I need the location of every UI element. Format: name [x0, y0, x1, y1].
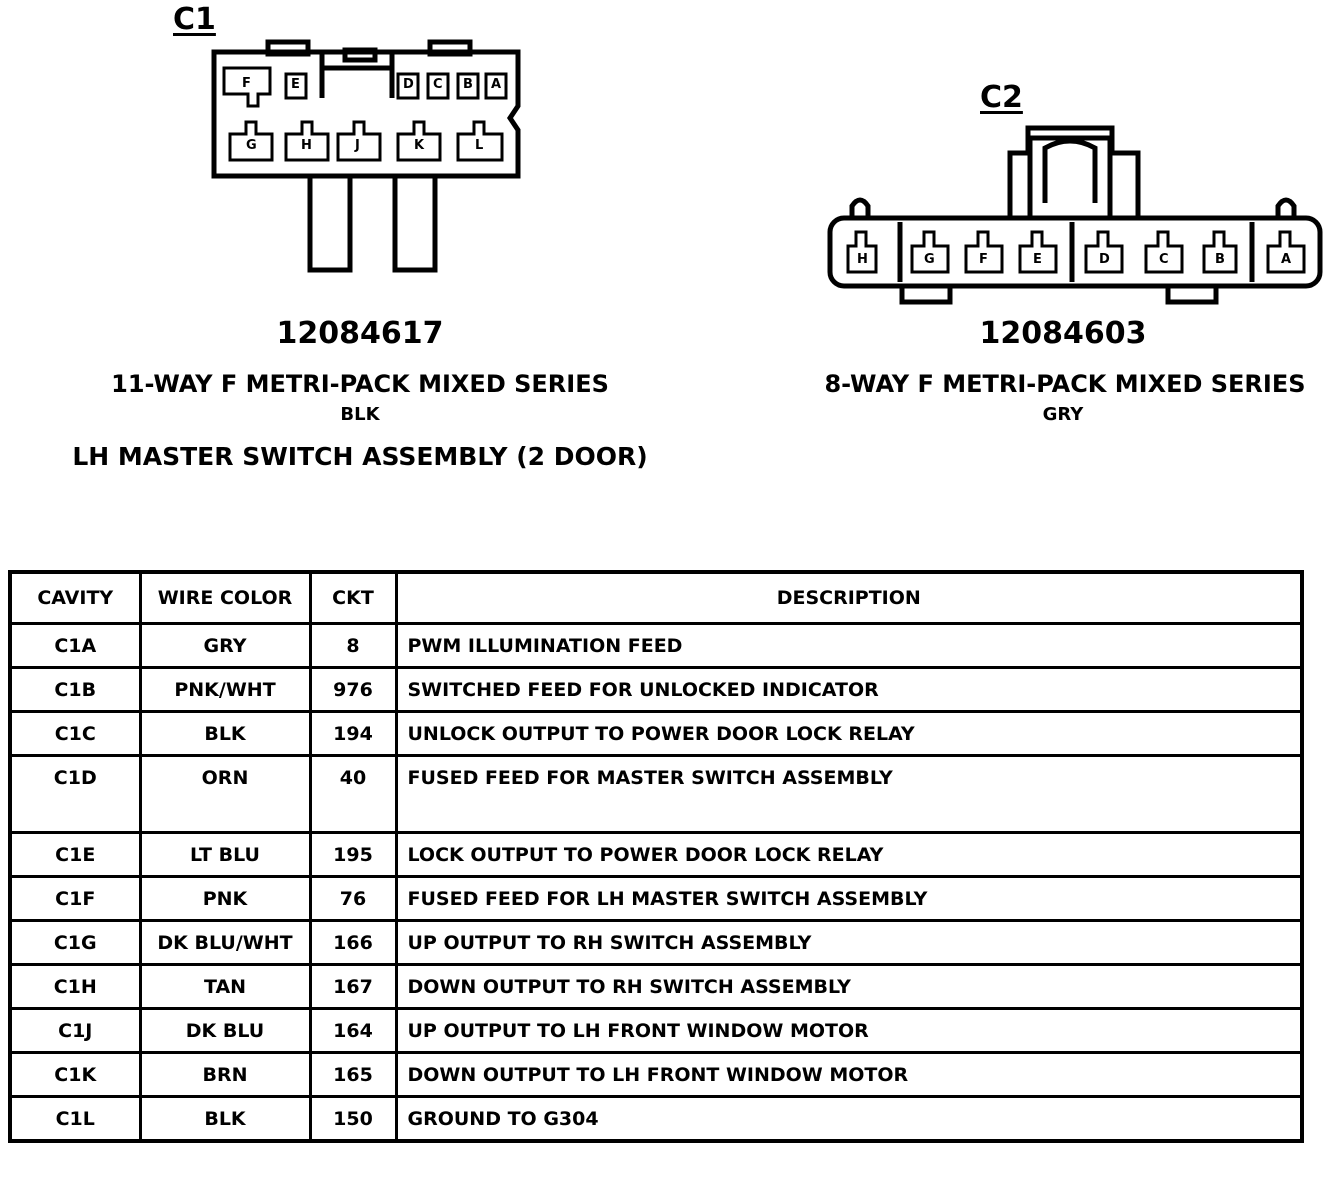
c2-pin-letter: E — [1033, 252, 1042, 267]
table-row — [10, 965, 1302, 1009]
table-header-row — [10, 572, 1302, 624]
ckt-cell: 165 — [310, 1053, 396, 1097]
description-cell: GROUND TO G304 — [396, 1097, 1302, 1142]
table-row — [10, 1009, 1302, 1053]
column-header-description: DESCRIPTION — [396, 572, 1302, 624]
c1-pin-letter: F — [242, 76, 251, 91]
table-row — [10, 668, 1302, 712]
column-header-cavity: CAVITY — [10, 572, 140, 624]
description-cell: SWITCHED FEED FOR UNLOCKED INDICATOR — [396, 668, 1302, 712]
c1-pin-letter: E — [291, 77, 300, 92]
table-row — [10, 877, 1302, 921]
cavity-cell: C1E — [10, 833, 140, 877]
description-cell: FUSED FEED FOR MASTER SWITCH ASSEMBLY — [396, 756, 1302, 833]
ckt-cell: 166 — [310, 921, 396, 965]
c1-pin-letter: J — [355, 138, 360, 153]
c2-pin-letters — [820, 118, 1330, 310]
ckt-cell: 76 — [310, 877, 396, 921]
c2-pin-letter: C — [1159, 252, 1169, 267]
description-cell: LOCK OUTPUT TO POWER DOOR LOCK RELAY — [396, 833, 1302, 877]
table-row — [10, 624, 1302, 668]
ckt-cell: 167 — [310, 965, 396, 1009]
c1-assembly: LH MASTER SWITCH ASSEMBLY (2 DOOR) — [72, 442, 648, 471]
wire-color-cell: GRY — [140, 624, 310, 668]
wire-color-cell: LT BLU — [140, 833, 310, 877]
c2-pin-letter: F — [979, 252, 988, 267]
c2-pin-letter: B — [1215, 252, 1225, 267]
wire-color-cell: TAN — [140, 965, 310, 1009]
c1-part-number: 12084617 — [276, 316, 444, 351]
c1-pin-letter: A — [491, 77, 502, 92]
column-header-wire-color: WIRE COLOR — [140, 572, 310, 624]
ckt-cell: 195 — [310, 833, 396, 877]
wire-color-cell: ORN — [140, 756, 310, 833]
c1-series: 11-WAY F METRI-PACK MIXED SERIES — [111, 370, 609, 398]
ckt-cell: 194 — [310, 712, 396, 756]
c1-pin-letter: L — [475, 138, 484, 153]
c2-series: 8-WAY F METRI-PACK MIXED SERIES — [824, 370, 1306, 398]
cavity-cell: C1L — [10, 1097, 140, 1142]
table-row — [10, 1097, 1302, 1142]
description-cell: UP OUTPUT TO LH FRONT WINDOW MOTOR — [396, 1009, 1302, 1053]
c1-pin-letter: H — [301, 138, 312, 153]
cavity-cell: C1C — [10, 712, 140, 756]
cavity-cell: C1J — [10, 1009, 140, 1053]
pinout-table — [8, 570, 1304, 1143]
description-cell: PWM ILLUMINATION FEED — [396, 624, 1302, 668]
cavity-cell: C1H — [10, 965, 140, 1009]
ckt-cell: 150 — [310, 1097, 396, 1142]
table-row — [10, 1053, 1302, 1097]
c2-part-number: 12084603 — [979, 316, 1147, 351]
ckt-cell: 976 — [310, 668, 396, 712]
c2-pin-letter: A — [1281, 252, 1292, 267]
table-row — [10, 921, 1302, 965]
c1-pin-letter: B — [463, 77, 473, 92]
table-row — [10, 756, 1302, 833]
cavity-cell: C1G — [10, 921, 140, 965]
ckt-cell: 40 — [310, 756, 396, 833]
cavity-cell: C1F — [10, 877, 140, 921]
wire-color-cell: BLK — [140, 1097, 310, 1142]
c1-pin-letters — [200, 36, 530, 186]
c1-pin-letter: C — [433, 77, 443, 92]
cavity-cell: C1K — [10, 1053, 140, 1097]
table-row — [10, 833, 1302, 877]
wire-color-cell: DK BLU/WHT — [140, 921, 310, 965]
cavity-cell: C1D — [10, 756, 140, 833]
table-row — [10, 712, 1302, 756]
wire-color-cell: PNK/WHT — [140, 668, 310, 712]
wire-color-cell: PNK — [140, 877, 310, 921]
c2-color: GRY — [1042, 404, 1084, 425]
ckt-cell: 164 — [310, 1009, 396, 1053]
c2-pin-letter: G — [924, 252, 935, 267]
c1-pin-letter: G — [246, 138, 257, 153]
c1-pin-letter: K — [414, 138, 425, 153]
c2-pin-letter: D — [1099, 252, 1110, 267]
description-cell: DOWN OUTPUT TO RH SWITCH ASSEMBLY — [396, 965, 1302, 1009]
description-cell: FUSED FEED FOR LH MASTER SWITCH ASSEMBLY — [396, 877, 1302, 921]
cavity-cell: C1A — [10, 624, 140, 668]
description-cell: UP OUTPUT TO RH SWITCH ASSEMBLY — [396, 921, 1302, 965]
column-header-ckt: CKT — [310, 572, 396, 624]
wire-color-cell: BRN — [140, 1053, 310, 1097]
c1-pin-letter: D — [403, 77, 414, 92]
cavity-cell: C1B — [10, 668, 140, 712]
c2-pin-letter: H — [857, 252, 868, 267]
c2-label: C2 — [980, 80, 1023, 115]
c1-color: BLK — [340, 404, 380, 425]
c1-label: C1 — [173, 2, 216, 37]
wire-color-cell: DK BLU — [140, 1009, 310, 1053]
ckt-cell: 8 — [310, 624, 396, 668]
wire-color-cell: BLK — [140, 712, 310, 756]
description-cell: UNLOCK OUTPUT TO POWER DOOR LOCK RELAY — [396, 712, 1302, 756]
description-cell: DOWN OUTPUT TO LH FRONT WINDOW MOTOR — [396, 1053, 1302, 1097]
